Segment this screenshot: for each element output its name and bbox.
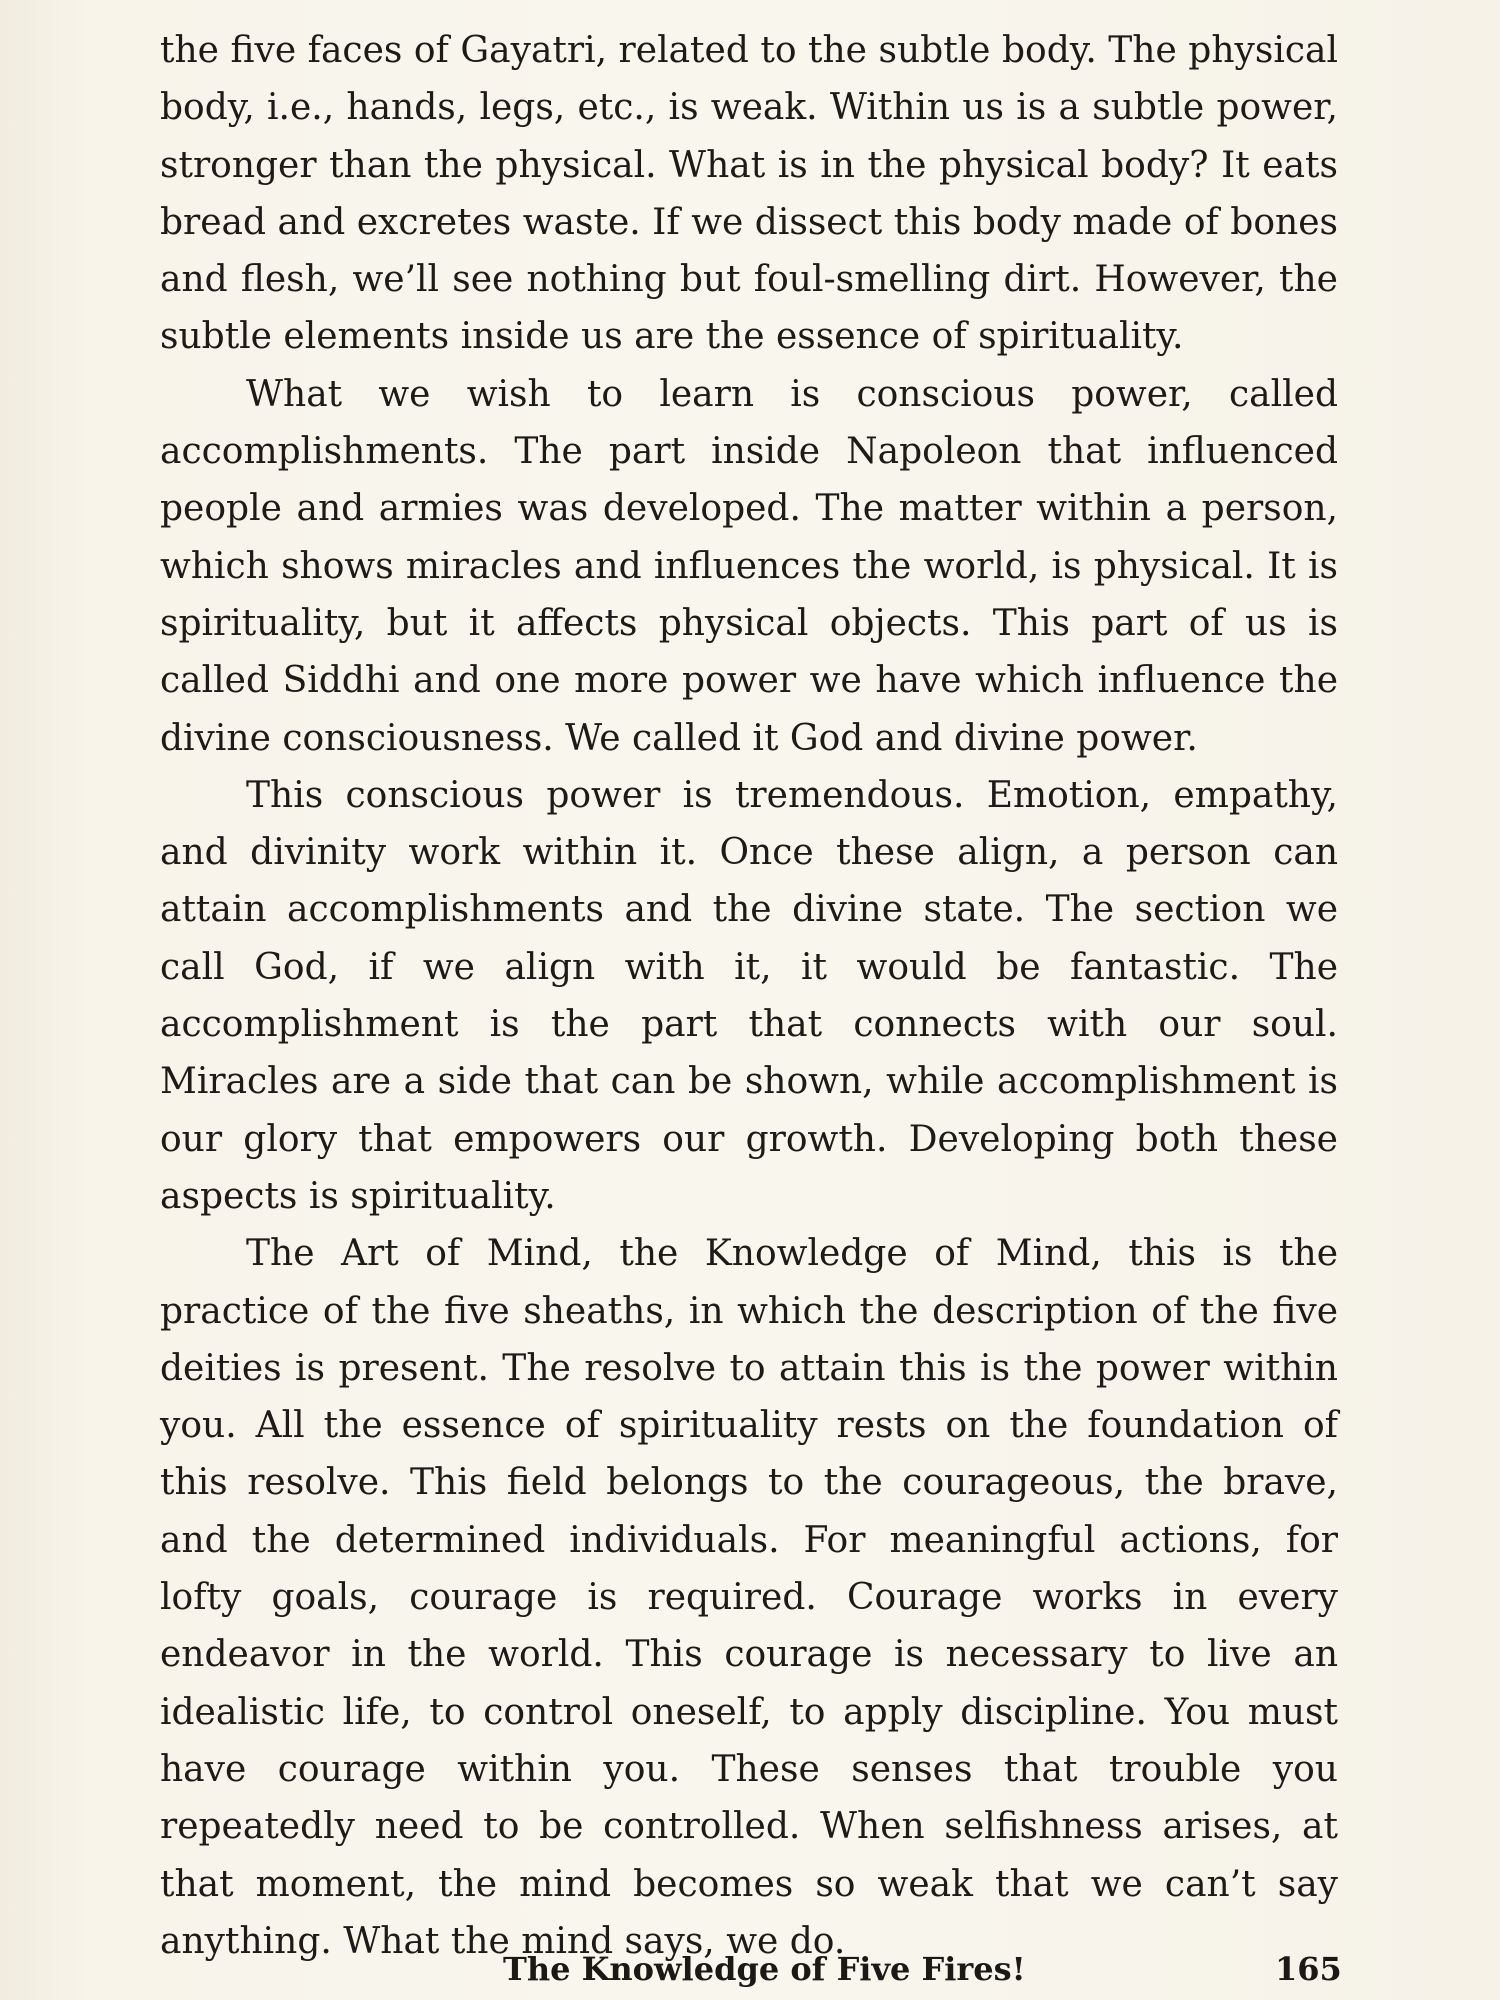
- paragraph-1: the five faces of Gayatri, related to the subtle body. The physical body, i.e., hands, legs, etc., is weak. Within us is a subtle power, stronger than the physical. What is in the physical body? It eats bread and excretes waste. If we dissect this body made of bones and flesh, we’ll see nothing but foul-smelling dirt. However, the subtle elements inside us are the essence of spirituality.: [160, 30, 1338, 358]
- paragraph-2: What we wish to learn is conscious power, called accomplishments. The part inside Napoleon that influenced people and armies was developed. The matter within a person, which shows miracles and influences the world, is physical. It is spirituality, but it affects physical objects. This part of us is called Siddhi and one more power we have which influence the divine consciousness. We called it God and divine power.: [160, 373, 1338, 759]
- page-number: 165: [1275, 1950, 1342, 1988]
- body-text: [160, 22, 1338, 1970]
- paragraph-4: The Art of Mind, the Knowledge of Mind, this is the practice of the five sheaths, in which the description of the five deities is present. The resolve to attain this is the power within you. All the essence of spirituality rests on the foundation of this resolve. This field belongs to the courageous, the brave, and the determined individuals. For meaningful actions, for lofty goals, courage is required. Courage works in every endeavor in the world. This courage is necessary to live an idealistic life, to control oneself, to apply discipline. You must have courage within you. These senses that trouble you repeatedly need to be controlled. When selfishness arises, at that moment, the mind becomes so weak that we can’t say anything. What the mind says, we do.: [160, 1233, 1338, 1962]
- running-footer-title: The Knowledge of Five Fires!: [503, 1950, 1026, 1988]
- paragraph-3: This conscious power is tremendous. Emotion, empathy, and divinity work within it. Once these align, a person can attain accomplishments and the divine state. The section we call God, if we align with it, it would be fantastic. The accomplishment is the part that connects with our soul. Miracles are a side that can be shown, while accomplishment is our glory that empowers our growth. Developing both these aspects is spirituality.: [160, 774, 1338, 1217]
